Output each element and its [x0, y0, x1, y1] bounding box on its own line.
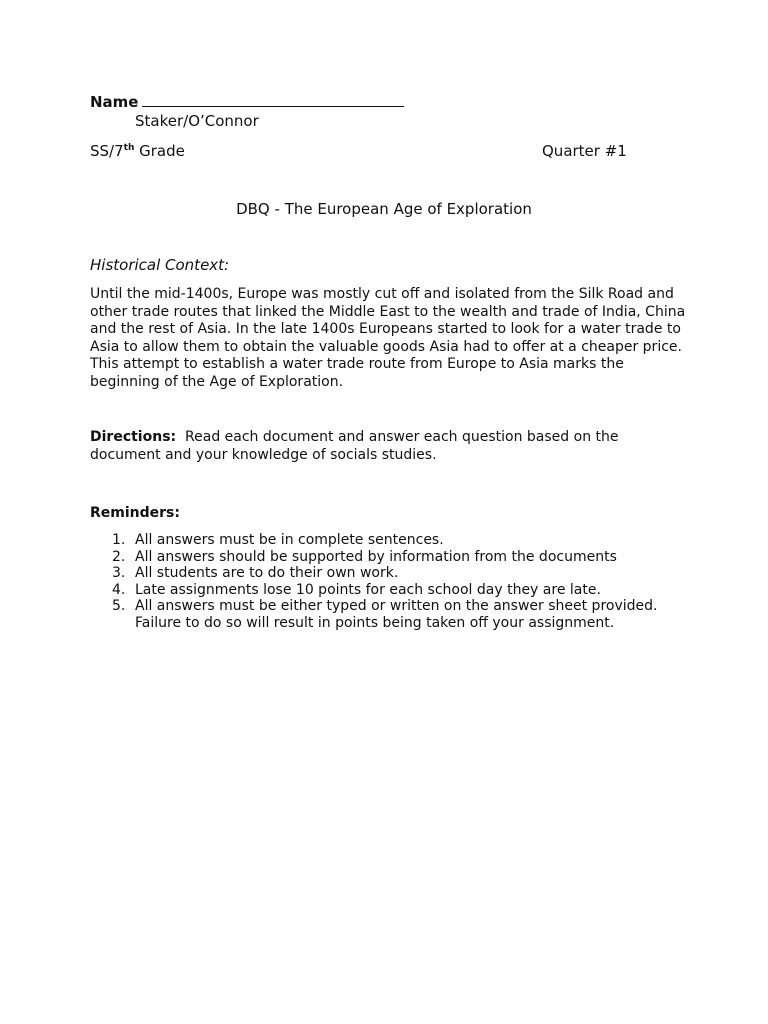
name-line — [90, 92, 404, 111]
historical-context-heading: Historical Context: — [90, 256, 230, 274]
name-blank — [142, 92, 404, 107]
reminders-list — [112, 532, 672, 632]
list-item-text: All answers should be supported by information from the documents — [135, 548, 617, 565]
list-item-text: Late assignments lose 10 points for each school day they are late. — [135, 581, 601, 598]
context-line: other trade routes that linked the Middle East to the wealth and trade of India, China — [90, 303, 686, 320]
context-line: This attempt to establish a water trade route from Europe to Asia marks the — [90, 356, 624, 373]
context-line: and the rest of Asia. In the late 1400s Europeans started to look for a water trade to — [90, 321, 681, 338]
list-item-text: All students are to do their own work. — [135, 565, 399, 582]
context-line: beginning of the Age of Exploration. — [90, 373, 344, 390]
list-item-text: All answers must be in complete sentences. — [135, 532, 444, 548]
reminders-heading: Reminders: — [90, 505, 180, 521]
document-title: DBQ - The European Age of Exploration — [236, 200, 532, 218]
grade-superscript: th — [123, 143, 135, 153]
list-number: 3. — [112, 565, 126, 582]
list-item — [112, 549, 672, 566]
name-label: Name — [90, 93, 139, 111]
list-item — [112, 565, 672, 582]
quarter-label: Quarter #1 — [542, 142, 627, 160]
list-item — [112, 582, 672, 599]
directions-text: Read each document and answer each question based on the — [176, 429, 619, 445]
context-line: Asia to allow them to obtain the valuable goods Asia had to offer at a cheaper price. — [90, 338, 682, 355]
teacher-names: Staker/O’Connor — [135, 112, 259, 130]
list-number: 1. — [112, 532, 126, 548]
directions-label: Directions: — [90, 429, 177, 445]
list-number: 4. — [112, 581, 126, 598]
context-line: Until the mid-1400s, Europe was mostly cut off and isolated from the Silk Road and — [90, 286, 674, 302]
grade-suffix: Grade — [134, 142, 185, 160]
list-item — [112, 598, 672, 631]
list-item-text-continued: Failure to do so will result in points being taken off your assignment. — [135, 614, 615, 631]
list-item-text: All answers must be either typed or written on the answer sheet provided. — [135, 598, 658, 615]
directions-paragraph — [90, 429, 690, 464]
list-number: 2. — [112, 548, 126, 565]
list-item — [112, 532, 672, 549]
class-grade — [90, 142, 185, 160]
historical-context-paragraph — [90, 286, 690, 392]
directions-text: document and your knowledge of socials studies. — [90, 446, 437, 463]
list-number: 5. — [112, 598, 126, 615]
subject-prefix: SS/7 — [90, 142, 124, 160]
